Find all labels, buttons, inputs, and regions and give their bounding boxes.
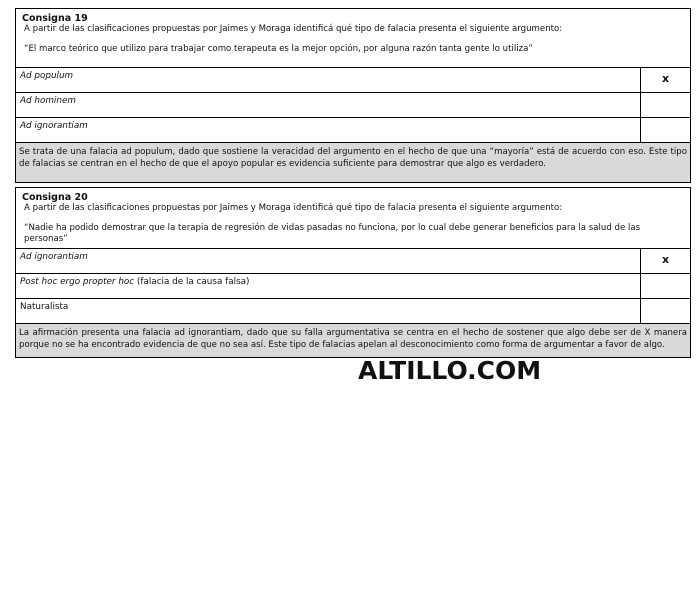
consigna-20-explanation: La afirmación presenta una falacia ad ignorantiam, dado que su falla argumentativa se centra en el hecho de sostener que algo debe ser de X manera porque no se ha encontrado evidencia de que no sea así. Este tipo de falacias apelan al desconocimiento como forma de argumentar a favor de algo.: [16, 324, 690, 357]
option-row[interactable]: [16, 274, 690, 299]
option-row[interactable]: [16, 68, 690, 93]
option-mark[interactable]: x: [661, 72, 670, 85]
consigna-19-explanation: Se trata de una falacia ad populum, dado que sostiene la veracidad del argumento en el hecho de que una “mayoría” está de acuerdo con eso. Este tipo de falacias se centran en el hecho de que el apoyo popular es evidencia suficiente para demostrar que algo es verdadero.: [16, 143, 690, 182]
brand-logo-text: ALTILLO.COM: [358, 356, 542, 385]
consigna-20-block: [15, 187, 691, 358]
option-label: Ad hominem: [16, 93, 641, 117]
option-label: Ad populum: [16, 68, 641, 92]
option-label: Post hoc ergo propter hoc (falacia de la causa falsa): [16, 274, 641, 298]
option-mark[interactable]: [641, 299, 690, 323]
option-mark[interactable]: [641, 93, 690, 117]
consigna-20-intro: A partir de las clasificaciones propuestas por Jaimes y Moraga identificá qué tipo de falacia presenta el siguiente argumento:: [24, 203, 563, 213]
consigna-20-argument: “Nadie ha podido demostrar que la terapia de regresión de vidas pasadas no funciona, por lo cual debe generar beneficios para la salud de las personas”: [24, 223, 641, 244]
option-mark[interactable]: x: [661, 253, 670, 266]
option-label: Ad ignorantiam: [16, 249, 641, 273]
consigna-19-argument: “El marco teórico que utilizo para trabajar como terapeuta es la mejor opción, por alguna razón tanta gente lo utiliza”: [24, 44, 533, 54]
consigna-19-block: [15, 8, 691, 183]
option-row[interactable]: [16, 93, 690, 118]
consigna-19-intro: A partir de las clasificaciones propuestas por Jaimes y Moraga identificá qué tipo de falacia presenta el siguiente argumento:: [24, 24, 563, 34]
option-label: Naturalista: [16, 299, 641, 323]
option-row[interactable]: [16, 299, 690, 324]
option-mark[interactable]: [641, 274, 690, 298]
consigna-20-header: [16, 188, 690, 249]
consigna-20-title: Consigna 20: [22, 192, 88, 203]
option-mark[interactable]: [641, 118, 690, 142]
option-row[interactable]: [16, 249, 690, 274]
option-label: Ad ignorantiam: [16, 118, 641, 142]
consigna-19-header: [16, 9, 690, 68]
consigna-19-title: Consigna 19: [22, 13, 88, 24]
option-row[interactable]: [16, 118, 690, 143]
